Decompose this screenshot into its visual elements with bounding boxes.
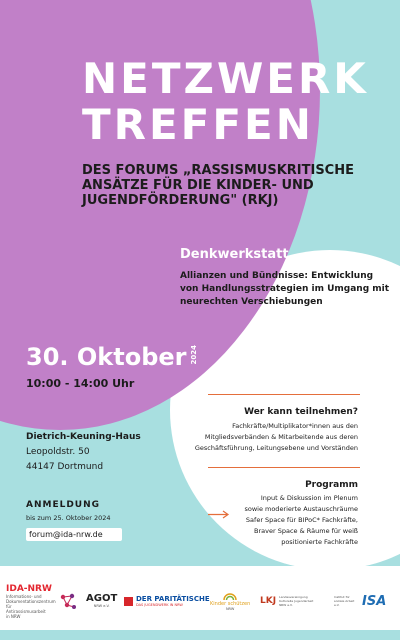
paritaetische-square-icon (124, 597, 133, 606)
kinder-schuetzen-logo-tagline: NRW (225, 607, 235, 611)
program-line: Safer Space für BIPoC* Fachkräfte, (245, 516, 358, 524)
arrow-right-icon (207, 510, 231, 519)
network-logo-icon (58, 586, 78, 616)
event-title (82, 56, 369, 148)
participants-heading: Wer kann teilnehmen? (244, 407, 358, 417)
program-line: Braver Space & Räume für weiß (254, 527, 358, 535)
program-line: Input & Diskussion im Plenum (260, 494, 358, 502)
workshop-text: Allianzen und Bündnisse: Entwicklung von Handlungsstrategien im Umgang mit neurechten Verschiebungen (180, 271, 390, 307)
isa-logo-name: ISA (362, 593, 387, 609)
event-time: 10:00 - 14:00 Uhr (26, 377, 135, 390)
program-text (173, 493, 358, 548)
title-line-1: NETZWERK (82, 54, 369, 103)
participants-text: Fachkräfte/Multiplikator*innen aus den Mitgliedsverbänden & Mitarbeitende aus deren Geschäftsführung, Leitungsebene und Vorständen (194, 422, 358, 452)
agot-logo-name: AGOT (86, 593, 118, 604)
lkj-logo-tagline: Landesvereinigung Kulturelle Jugendarbeit NRW e.V. (279, 595, 314, 607)
event-year: 2024 (190, 345, 198, 365)
ida-nrw-logo-tagline: Informations- und Dokumentationszentrum für Antirassismusarbeit in NRW (6, 593, 56, 619)
agot-logo (86, 586, 117, 616)
registration-heading: ANMELDUNG (26, 500, 101, 510)
program-line: sowie moderierte Austauschräume (244, 505, 358, 513)
workshop-heading: Denkwerkstatt (180, 247, 289, 262)
ida-nrw-logo (6, 583, 56, 619)
venue-street: Leopoldstr. 50 (26, 447, 90, 457)
divider-rule (208, 394, 360, 395)
paritaetische-logo (124, 586, 210, 616)
ida-nrw-logo-name: IDA-NRW (6, 583, 52, 594)
kinder-schuetzen-sun-icon (223, 591, 237, 601)
program-line: positionierte Fachkräfte (281, 538, 358, 546)
lkj-logo (260, 586, 317, 616)
program-heading: Programm (305, 480, 358, 490)
event-subtitle: DES FORUMS „RASSISMUSKRITISCHE ANSÄTZE FÜR DIE KINDER- UND JUGENDFÖRDERUNG" (RKJ) (82, 163, 354, 208)
divider-rule (208, 467, 360, 468)
paritaetische-logo-tagline: DAS JUGENDWERK IN NRW (136, 602, 183, 607)
isa-logo (334, 586, 386, 616)
registration-email-link[interactable]: forum@ida-nrw.de (26, 528, 122, 541)
registration-deadline: bis zum 25. Oktober 2024 (26, 514, 111, 522)
lkj-logo-name: LKJ (260, 596, 277, 606)
paritaetische-logo-name: DER PARITÄTISCHE (136, 594, 210, 603)
title-line-2: TREFFEN (82, 100, 314, 149)
venue-city: 44147 Dortmund (26, 462, 104, 472)
venue-name: Dietrich-Keuning-Haus (26, 432, 141, 442)
isa-logo-tagline: Institut für soziale Arbeit e.V. (334, 595, 355, 607)
agot-logo-tagline: NRW e.V. (93, 604, 110, 608)
venue-address (26, 430, 141, 475)
event-date: 30. Oktober (26, 343, 187, 371)
kinder-schuetzen-logo-name: Kinder schützen (210, 601, 251, 607)
kinder-schuetzen-logo (210, 586, 250, 616)
